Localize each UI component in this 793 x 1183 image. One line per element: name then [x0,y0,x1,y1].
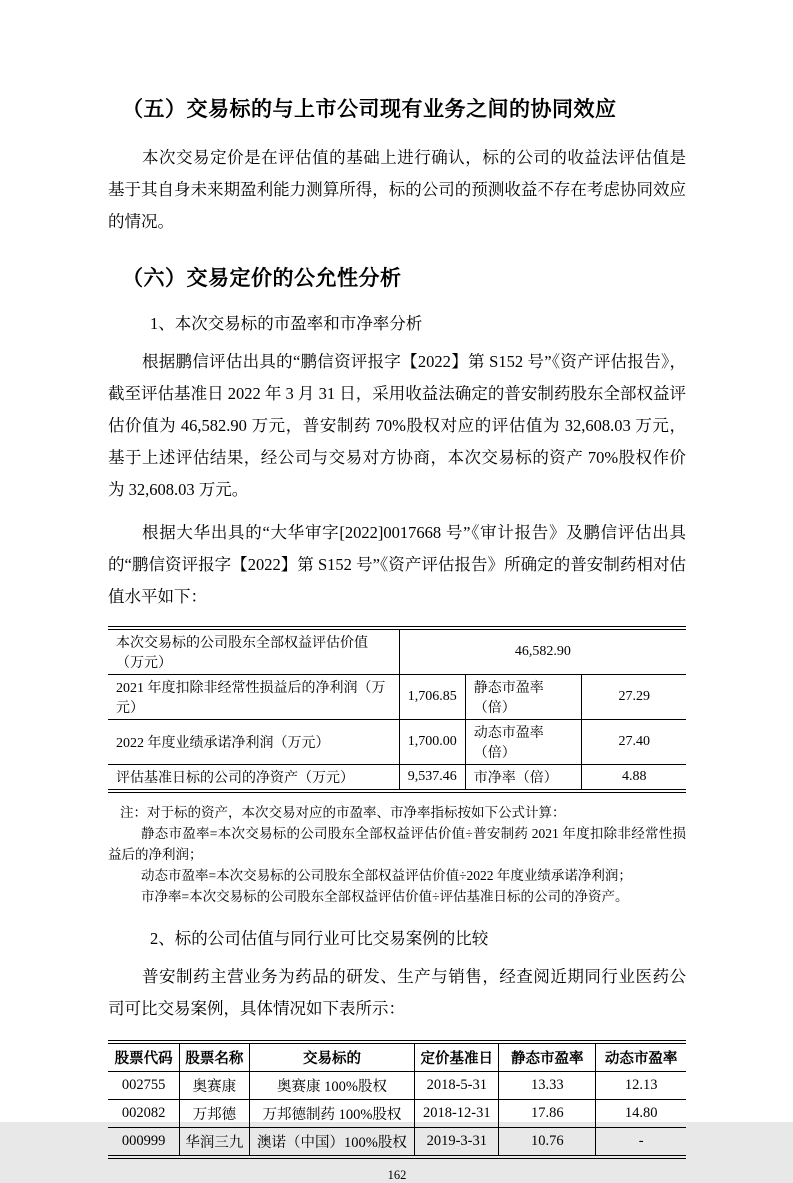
cell-stock-code: 000999 [121,1133,166,1149]
valuation-metric-label: 动态市盈率（倍） [465,720,582,765]
cell-pricing-date: 2019-3-31 [415,1128,499,1158]
valuation-metric-label: 静态市盈率（倍） [465,675,582,720]
valuation-label: 2022 年度业绩承诺净利润（万元） [108,720,399,765]
section-6-paragraph-3: 普安制药主营业务为药品的研发、生产与销售，经查阅近期同行业医药公司可比交易案例，具体情况如下表所示： [108,967,686,1018]
valuation-label: 本次交易标的公司股东全部权益评估价值（万元） [108,628,399,675]
comparable-table-header-row [108,1042,686,1072]
valuation-label: 2021 年度扣除非经常性损益后的净利润（万元） [108,675,399,720]
column-header-stock-name: 股票名称 [180,1042,249,1072]
comparable-transactions-table [108,1040,686,1159]
cell-target: 奥赛康 100%股权 [249,1072,415,1100]
column-header-pricing-date: 定价基准日 [415,1042,499,1072]
valuation-label: 评估基准日标的公司的净资产（万元） [116,771,354,786]
item-1-title: 1、本次交易标的市盈率和市净率分析 [150,314,423,333]
valuation-value: 1,706.85 [399,675,465,720]
column-header-static-pe: 静态市盈率 [499,1042,596,1072]
cell-dynamic-pe: 14.80 [596,1100,686,1128]
column-header-target: 交易标的 [249,1042,415,1072]
cell-stock-name: 华润三九 [180,1128,249,1158]
section-6-heading: （六）交易定价的公允性分析 [122,267,402,290]
valuation-value: 1,700.00 [399,720,465,765]
column-header-dynamic-pe: 动态市盈率 [596,1042,686,1072]
cell-stock-name: 奥赛康 [180,1072,249,1100]
section-6-paragraph-2: 根据大华出具的“大华审字[2022]0017668 号”《审计报告》及鹏信评估出具的“鹏信资评报字【2022】第 S152 号”《资产评估报告》所确定的普安制药相对估值水平如下： [108,523,686,606]
column-header-stock-code: 股票代码 [108,1042,180,1072]
cell-static-pe: 10.76 [499,1128,596,1158]
cell-pricing-date: 2018-12-31 [415,1100,499,1128]
valuation-table-row [108,765,686,792]
section-5-paragraph: 本次交易定价是在评估值的基础上进行确认，标的公司的收益法评估值是基于其自身未来期盈利能力测算所得，标的公司的预测收益不存在考虑协同效应的情况。 [108,148,686,231]
cell-target: 万邦德制药 100%股权 [249,1100,415,1128]
note-formula-static-pe: 静态市盈率=本次交易标的公司股东全部权益评估价值÷普安制药 2021 年度扣除非经常性损益后的净利润； [108,826,686,862]
comparable-table-row [108,1100,686,1128]
cell-pricing-date: 2018-5-31 [415,1072,499,1100]
note-intro: 注：对于标的资产，本次交易对应的市盈率、市净率指标按如下公式计算： [120,805,566,820]
note-formula-pb: 市净率=本次交易标的公司股东全部权益评估价值÷评估基准日标的公司的净资产。 [141,889,629,904]
page-number: 162 [387,1168,407,1182]
cell-stock-code: 002755 [108,1072,180,1100]
cell-stock-code: 002082 [108,1100,180,1128]
document-content [108,0,686,1183]
valuation-table-row [108,720,686,765]
item-2-title: 2、标的公司估值与同行业可比交易案例的比较 [150,929,489,948]
comparable-table-row [108,1128,686,1158]
valuation-metric-label: 市净率（倍） [465,765,582,792]
valuation-metric-value: 27.40 [582,720,686,765]
valuation-table-notes [108,802,686,907]
comparable-table-row [108,1072,686,1100]
valuation-metric-value: 4.88 [582,765,686,792]
valuation-table-row [108,628,686,675]
section-5-heading: （五）交易标的与上市公司现有业务之间的协同效应 [122,98,617,121]
valuation-metric-value: 27.29 [582,675,686,720]
note-formula-dynamic-pe: 动态市盈率=本次交易标的公司股东全部权益评估价值÷2022 年度业绩承诺净利润； [141,868,632,883]
valuation-value: 46,582.90 [399,628,686,675]
valuation-value: 9,537.46 [399,765,465,792]
cell-dynamic-pe: 12.13 [596,1072,686,1100]
cell-static-pe: 17.86 [499,1100,596,1128]
valuation-table-row [108,675,686,720]
cell-static-pe: 13.33 [499,1072,596,1100]
cell-dynamic-pe: - [596,1128,686,1158]
cell-target: 澳诺（中国）100%股权 [249,1128,415,1158]
cell-stock-name: 万邦德 [180,1100,249,1128]
section-6-paragraph-1: 根据鹏信评估出具的“鹏信资评报字【2022】第 S152 号”《资产评估报告》，截至评估基准日 2022 年 3 月 31 日，采用收益法确定的普安制药股东全部权益评估价值为 46,582.90 万元，普安制药 70%股权对应的评估值为 32,608.03 万元，基于上述评估结果，经公司与交易对方协商，本次交易标的资产 70%股权作价为 32,608.03 万元。 [108,352,686,499]
valuation-table [108,626,686,793]
